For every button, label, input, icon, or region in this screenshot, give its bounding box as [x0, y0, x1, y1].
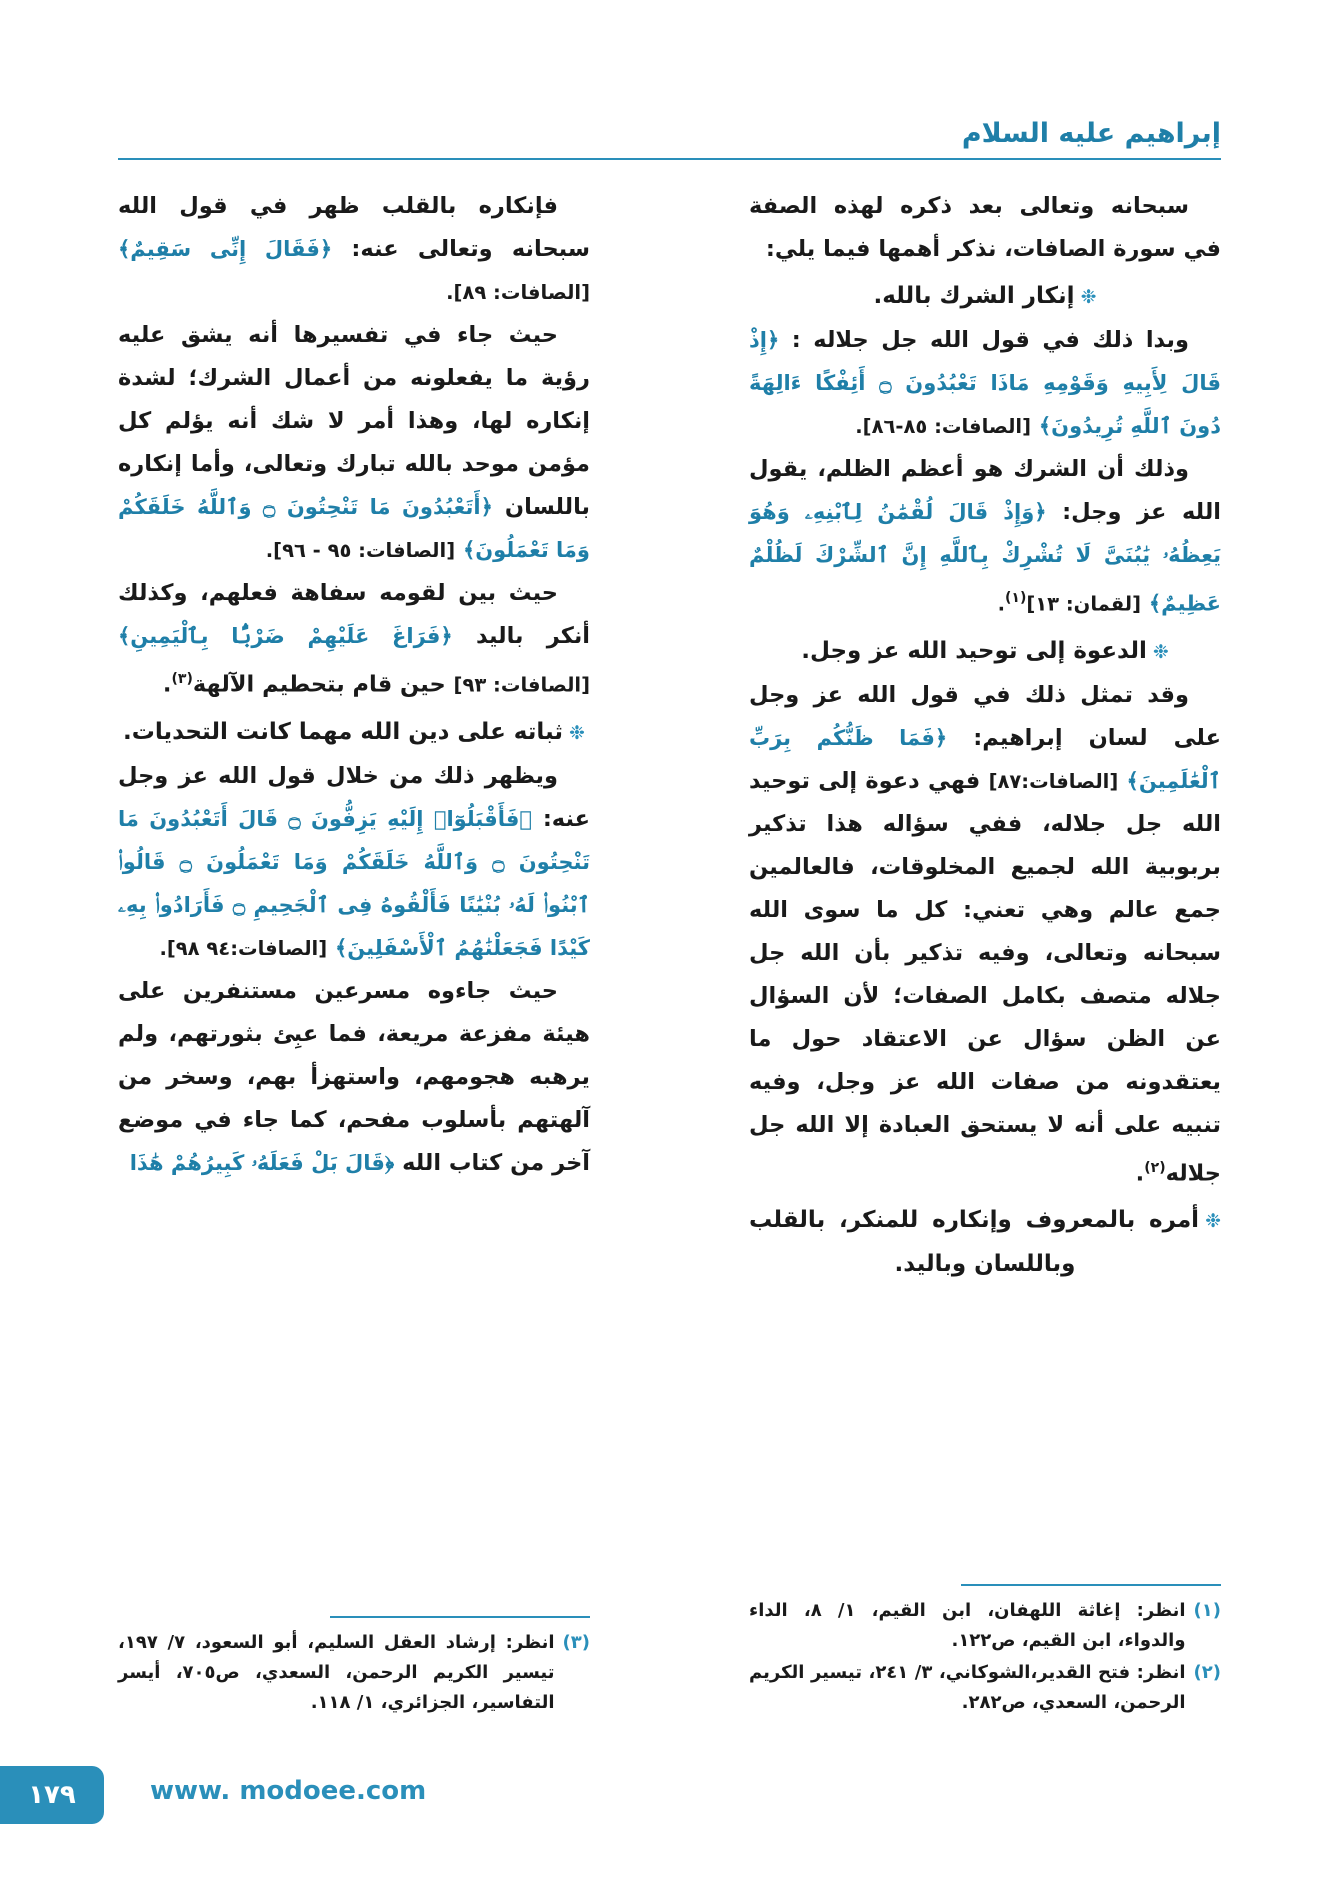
- paragraph-text: ويظهر ذلك من خلال قول الله عز وجل عنه:: [118, 762, 591, 832]
- verse-reference: [الصافات: ٨٩].: [446, 281, 590, 304]
- page-number: ١٧٩: [28, 1780, 76, 1810]
- section-heading-text: ثباته على دين الله مهما كانت التحديات.: [123, 718, 564, 745]
- footnote-text: انظر: فتح القدير،الشوكاني، ٣/ ٢٤١، تيسير الكريم الرحمن، السعدي، ص٢٨٢.: [749, 1662, 1186, 1713]
- footnote-number: (٢): [1193, 1662, 1221, 1683]
- paragraph-text: حيث بين لقومه سفاهة فعلهم، وكذلك أنكر باليد: [118, 580, 590, 649]
- section-heading-text: الدعوة إلى توحيد الله عز وجل.: [801, 637, 1147, 664]
- star-icon: ❉: [1205, 1210, 1221, 1232]
- quran-verse: ﴿قَالَ بَلْ فَعَلَهُۥ كَبِيرُهُمْ هَٰذَا: [129, 1150, 395, 1175]
- paragraph-text: وذلك أن الشرك هو أعظم الظلم، يقول الله عز وجل:: [749, 456, 1221, 525]
- paragraph-text: وبدا ذلك في قول الله جل جلاله :: [791, 327, 1189, 353]
- sentence-end: .: [1135, 1160, 1145, 1186]
- paragraph-text: وقد تمثل ذلك في قول الله عز وجل على لسان إبراهيم:: [749, 681, 1221, 751]
- paragraph-text: فهي دعوة إلى توحيد الله جل جلاله، ففي سؤاله هذا تذكير بربوبية الله لجميع المخلوقات، فالعالمين جمع عالم وهي تعني: كل ما سوى الله سبحانه وتعالى، وفيه تذكير بأن الله جل جلاله متصف بكامل الصفات؛ لأن السؤال عن الظن سؤال عن الاعتقاد حول ما يعتقدونه من صفات الله عز وجل، وفيه تنبيه على أنه لا يستحق العبادة إلا الله جل جلاله: [749, 767, 1221, 1186]
- footnote-item: [749, 1596, 1221, 1656]
- section-heading-1: [118, 711, 590, 755]
- verse-reference: [الصافات: ٨٥-٨٦].: [855, 415, 1032, 438]
- section-heading-3: [749, 1199, 1221, 1286]
- paragraph: [118, 572, 590, 707]
- verse-reference: [الصافات: ٩٣]: [453, 673, 590, 697]
- paragraph: [749, 448, 1221, 626]
- footnote-item: [749, 1658, 1221, 1718]
- column-right: [749, 185, 1221, 1286]
- footnote-text: انظر: إرشاد العقل السليم، أبو السعود، ٧/ ١٩٧، تيسير الكريم الرحمن، السعدي، ص٧٠٥، أيسر التفاسير، الجزائري، ١/ ١١٨.: [118, 1632, 555, 1713]
- paragraph: [749, 674, 1221, 1196]
- section-heading-1: [749, 275, 1221, 319]
- verse-reference: [الصافات:٩٤ ٩٨].: [159, 936, 328, 960]
- quran-verse: ﴿إِذْ قَالَ لِأَبِيهِ وَقَوْمِهِ مَاذَا تَعْبُدُونَ ۝ أَئِفْكًا ءَالِهَةً دُونَ ٱللَّهِ تُرِيدُونَ﴾: [749, 328, 1221, 438]
- paragraph-text: حين قام بتحطيم الآلهة: [192, 671, 446, 698]
- paragraph-text: حيث جاء في تفسيرها أنه يشق عليه رؤية ما يفعلونه من أعمال الشرك؛ لشدة إنكاره لها، وهذا أمر لا شك أنه يؤلم كل مؤمن موحد بالله تبارك وتعالى، وأما إنكاره باللسان: [118, 322, 590, 520]
- quran-verse: ﴿أَتَعْبُدُونَ مَا تَنْحِتُونَ ۝ وَٱللَّهُ خَلَقَكُمْ وَمَا تَعْمَلُونَ﴾: [118, 495, 590, 562]
- column-left: [118, 185, 590, 1185]
- footnotes-left: [118, 1616, 590, 1720]
- paragraph: [118, 314, 590, 572]
- verse-reference: [الصافات: ٩٥ - ٩٦].: [265, 539, 456, 562]
- quran-verse: ﴿وَإِذْ قَالَ لُقْمَٰنُ لِٱبْنِهِۦ وَهُوَ يَعِظُهُۥ يَٰبُنَىَّ لَا تُشْرِكْ بِٱللَّهِ إِنَّ ٱلشِّرْكَ لَظُلْمٌ عَظِيمٌ﴾: [749, 500, 1221, 616]
- quran-verse: ﴿فَرَاغَ عَلَيْهِمْ ضَرْبًۢا بِٱلْيَمِينِ﴾: [118, 624, 453, 648]
- paragraph: [118, 970, 590, 1185]
- paragraph-text: حيث جاءوه مسرعين مستنفرين على هيئة مفزعة مريعة، فما عبِئ بثورتهم، ولم يرهبه هجومهم، واستهزأ بهم، وسخر من آلهتهم بأسلوب مفحم، كما جاء في موضع آخر من كتاب الله: [118, 977, 590, 1176]
- star-icon: ❉: [569, 721, 585, 744]
- footnote-marker: (٣): [171, 671, 193, 687]
- footnote-marker: (٢): [1144, 1159, 1166, 1176]
- sentence-end: .: [997, 592, 1005, 616]
- chapter-title: إبراهيم عليه السلام: [961, 118, 1221, 149]
- paragraph: [118, 185, 590, 314]
- paragraph-text: فإنكاره بالقلب ظهر في قول الله سبحانه وتعالى عنه:: [118, 193, 590, 262]
- section-heading-text: إنكار الشرك بالله.: [873, 283, 1075, 309]
- footnote-marker: (١): [1005, 590, 1027, 606]
- footnote-text: انظر: إغاثة اللهفان، ابن القيم، ١/ ٨، الداء والدواء، ابن القيم، ص١٢٢.: [749, 1600, 1186, 1651]
- quran-verse: ﴿فَمَا ظَنُّكُم بِرَبِّ ٱلْعَٰلَمِينَ﴾: [749, 725, 1221, 793]
- footnote-divider: [961, 1584, 1221, 1586]
- section-heading-text: أمره بالمعروف وإنكاره للمنكر، بالقلب وباللسان وباليد.: [749, 1207, 1200, 1277]
- paragraph: [118, 755, 590, 970]
- quran-verse: ﴿فَقَالَ إِنِّى سَقِيمٌ﴾: [118, 237, 333, 261]
- section-heading-2: [749, 630, 1221, 674]
- verse-reference: [لقمان: ١٣]: [1026, 592, 1141, 616]
- verse-reference: [الصافات:٨٧]: [988, 769, 1119, 793]
- website-url: www. modoee.com: [150, 1776, 427, 1806]
- footnote-number: (١): [1193, 1600, 1221, 1621]
- star-icon: ❉: [1080, 286, 1097, 308]
- page-footer: [0, 1766, 1339, 1828]
- paragraph: [749, 319, 1221, 448]
- page-header: [118, 118, 1221, 160]
- paragraph: [749, 185, 1221, 271]
- footnote-item: [118, 1628, 590, 1718]
- quran-verse: ﴿فَأَقْبَلُوٓا۟ إِلَيْهِ يَزِفُّونَ ۝ قَالَ أَتَعْبُدُونَ مَا تَنْحِتُونَ ۝ وَٱللَّهُ خَلَقَكُمْ وَمَا تَعْمَلُونَ ۝ قَالُوا۟ ٱبْنُوا۟ لَهُۥ بُنْيَٰنًا فَأَلْقُوهُ فِى ٱلْجَحِيمِ ۝ فَأَرَادُوا۟ بِهِۦ كَيْدًا فَجَعَلْنَٰهُمُ ٱلْأَسْفَلِينَ﴾: [118, 806, 590, 960]
- footnotes-right: [749, 1584, 1221, 1720]
- header-divider: [118, 158, 1221, 160]
- star-icon: ❉: [1152, 640, 1169, 663]
- sentence-end: .: [162, 671, 172, 698]
- paragraph-text: سبحانه وتعالى بعد ذكره لهذه الصفة في سورة الصافات، نذكر أهمها فيما يلي:: [749, 193, 1221, 262]
- footnote-number: (٣): [562, 1632, 590, 1653]
- footnote-divider: [330, 1616, 590, 1618]
